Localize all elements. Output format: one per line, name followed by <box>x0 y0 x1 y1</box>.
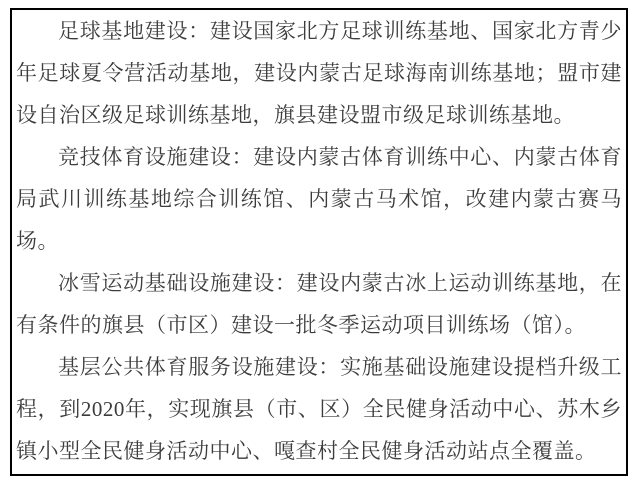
paragraph-grassroots-public-sports-facilities: 基层公共体育服务设施建设：实施基础设施建设提档升级工程，到2020年，实现旗县（市、区）全民健身活动中心、苏木乡镇小型全民健身活动中心、嘎查村全民健身活动站点全覆盖。 <box>16 355 622 463</box>
paragraph-football-bases: 足球基地建设：建设国家北方足球训练基地、国家北方青少年足球夏令营活动基地，建设内蒙古足球海南训练基地；盟市建设自治区级足球训练基地，旗县建设盟市级足球训练基地。 <box>16 19 622 127</box>
document-page-border <box>10 8 628 476</box>
paragraph-ice-snow-facilities: 冰雪运动基础设施建设：建设内蒙古冰上运动训练基地，在有条件的旗县（市区）建设一批冬季运动项目训练场（馆）。 <box>16 271 622 337</box>
paragraph-competitive-sports-facilities: 竞技体育设施建设：建设内蒙古体育训练中心、内蒙古体育局武川训练基地综合训练馆、内蒙古马术馆，改建内蒙古赛马场。 <box>16 145 622 253</box>
document-body <box>12 10 626 472</box>
